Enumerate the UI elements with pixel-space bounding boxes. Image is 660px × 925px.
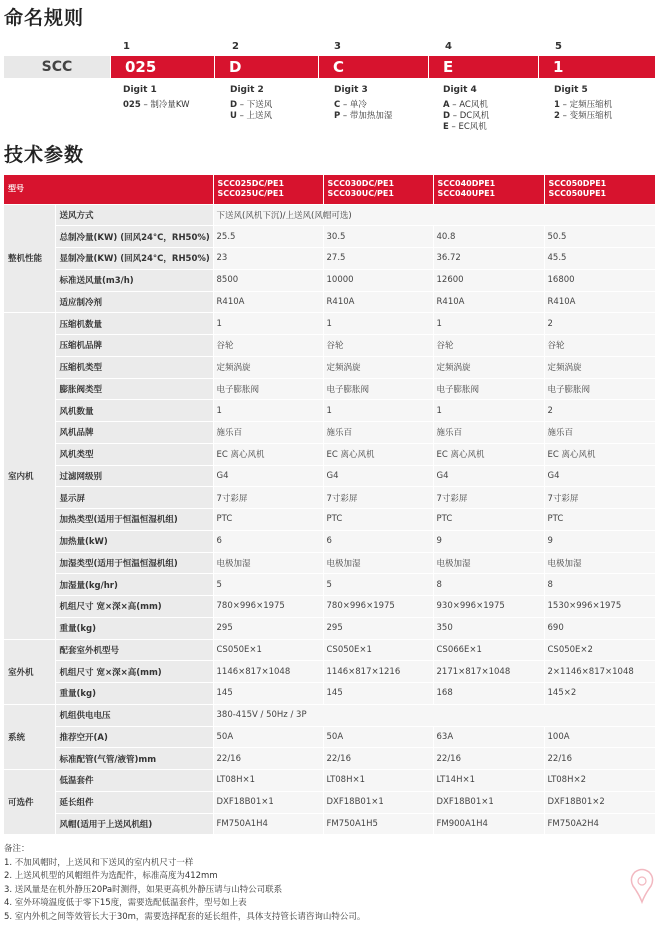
spec-value: 1 — [433, 313, 544, 335]
spec-value: 780×996×1975 — [323, 596, 433, 618]
note-item: 4. 室外环境温度低于零下15度，需要选配低温套件，型号如上表 — [4, 898, 247, 909]
spec-row — [4, 748, 655, 770]
spec-value: 145×2 — [544, 683, 655, 705]
spec-row — [4, 530, 655, 552]
spec-value: 7寸彩屏 — [323, 487, 433, 509]
spec-value: 施乐百 — [323, 422, 433, 444]
spec-row-label: 压缩机数量 — [55, 313, 213, 335]
spec-row — [4, 204, 655, 226]
specs-title: 技术参数 — [4, 144, 85, 166]
note-item: 1. 不加风帽时，上送风和下送风的室内机尺寸一样 — [4, 857, 194, 868]
digit-desc-text: – 变频压缩机 — [559, 111, 613, 121]
spec-value: 2 — [544, 400, 655, 422]
spec-value: LT14H×1 — [433, 770, 544, 792]
digit-desc-code: P — [334, 111, 341, 121]
spec-value: LT08H×1 — [323, 770, 433, 792]
spec-value: DXF18B01×1 — [213, 791, 323, 813]
spec-value-merged: 380-415V / 50Hz / 3P — [213, 704, 655, 726]
spec-value: 5 — [323, 574, 433, 596]
spec-row — [4, 248, 655, 270]
spec-row-label: 加热量(kW) — [55, 530, 213, 552]
spec-value: 22/16 — [544, 748, 655, 770]
spec-value: 2 — [544, 313, 655, 335]
spec-value: 1 — [323, 400, 433, 422]
spec-value: 施乐百 — [544, 422, 655, 444]
spec-group-label: 室内机 — [4, 313, 55, 639]
model-name: SCC050DPE1 — [548, 179, 607, 189]
digit-desc-title: Digit 4 — [443, 85, 477, 95]
spec-row-label: 显制冷量(KW) (回风24°C，RH50%) — [55, 248, 213, 270]
spec-value: 25.5 — [213, 226, 323, 248]
digit-desc-text: – 上送风 — [236, 111, 273, 121]
spec-group-label: 室外机 — [4, 639, 55, 704]
spec-value: EC 离心风机 — [544, 443, 655, 465]
model-name: SCC030DC/PE1 — [327, 179, 395, 189]
spec-row-label: 送风方式 — [55, 204, 213, 226]
spec-value: 27.5 — [323, 248, 433, 270]
spec-row — [4, 813, 655, 835]
naming-segment-5: 1 — [538, 56, 655, 78]
spec-row-label: 适应制冷剂 — [55, 291, 213, 313]
digit-desc-code: 2 — [554, 111, 560, 121]
spec-row-label: 显示屏 — [55, 487, 213, 509]
model-name: SCC025DC/PE1 — [217, 179, 285, 189]
spec-row — [4, 617, 655, 639]
spec-value: FM900A1H4 — [433, 813, 544, 835]
spec-row-label: 重量(kg) — [55, 617, 213, 639]
digit-desc-code: 025 — [123, 100, 141, 110]
spec-value: 1 — [323, 313, 433, 335]
spec-row — [4, 509, 655, 531]
spec-value: PTC — [433, 509, 544, 531]
spec-value: DXF18B01×1 — [323, 791, 433, 813]
spec-row-label: 压缩机品牌 — [55, 335, 213, 357]
digit-desc-3 — [334, 85, 392, 122]
spec-value: 谷轮 — [433, 335, 544, 357]
spec-row — [4, 291, 655, 313]
spec-value: G4 — [433, 465, 544, 487]
spec-value: 7寸彩屏 — [544, 487, 655, 509]
spec-value: 1 — [433, 400, 544, 422]
spec-value: R410A — [323, 291, 433, 313]
note-item: 5. 室内外机之间等效管长大于30m，需要选择配套的延长组件，具体支持管长请咨询山特公司。 — [4, 911, 366, 922]
spec-value: 1 — [213, 313, 323, 335]
spec-value: 23 — [213, 248, 323, 270]
spec-value-merged: 下送风(风机下沉)/上送风(风帽可选) — [213, 204, 655, 226]
digit-number-1: 1 — [123, 41, 130, 52]
naming-segment-2: D — [214, 56, 318, 78]
spec-value: 36.72 — [433, 248, 544, 270]
digit-number-2: 2 — [232, 41, 239, 52]
spec-row — [4, 226, 655, 248]
digit-desc-code: E — [443, 122, 449, 132]
naming-title: 命名规则 — [4, 7, 85, 29]
spec-row-label: 膨胀阀类型 — [55, 378, 213, 400]
spec-value: 12600 — [433, 269, 544, 291]
spec-row-label: 延长组件 — [55, 791, 213, 813]
spec-value: 电极加湿 — [544, 552, 655, 574]
spec-row — [4, 378, 655, 400]
spec-value: 9 — [544, 530, 655, 552]
spec-value: 6 — [213, 530, 323, 552]
spec-row-label: 风机数量 — [55, 400, 213, 422]
digit-desc-text: – 下送风 — [237, 100, 273, 110]
spec-value: PTC — [323, 509, 433, 531]
spec-value: DXF18B01×2 — [544, 791, 655, 813]
spec-value: 定频涡旋 — [433, 356, 544, 378]
spec-value: 1146×817×1216 — [323, 661, 433, 683]
digit-desc-text: – DC风机 — [450, 111, 490, 121]
model-name: SCC030UC/PE1 — [327, 189, 394, 199]
spec-header-model — [433, 175, 544, 204]
spec-value: 145 — [323, 683, 433, 705]
spec-row — [4, 422, 655, 444]
spec-value: 电子膨胀阀 — [433, 378, 544, 400]
digit-number-5: 5 — [555, 41, 562, 52]
spec-row — [4, 269, 655, 291]
digit-desc-code: D — [443, 111, 451, 121]
spec-row-label: 总制冷量(KW) (回风24°C，RH50%) — [55, 226, 213, 248]
spec-header-model — [544, 175, 655, 204]
spec-value: EC 离心风机 — [323, 443, 433, 465]
digit-desc-code: A — [443, 100, 450, 110]
naming-segment-1: 025 — [110, 56, 214, 78]
spec-value: LT08H×1 — [213, 770, 323, 792]
spec-value: 电子膨胀阀 — [544, 378, 655, 400]
spec-value: PTC — [544, 509, 655, 531]
spec-value: 10000 — [323, 269, 433, 291]
spec-row — [4, 356, 655, 378]
spec-value: G4 — [213, 465, 323, 487]
spec-header-label: 型号 — [4, 175, 213, 204]
spec-row-label: 风帽(适用于上送风机组) — [55, 813, 213, 835]
spec-value: 定频涡旋 — [544, 356, 655, 378]
spec-value: 电极加湿 — [433, 552, 544, 574]
spec-value: 22/16 — [433, 748, 544, 770]
spec-row-label: 重量(kg) — [55, 683, 213, 705]
digit-desc-code: U — [230, 111, 237, 121]
spec-value: 电子膨胀阀 — [323, 378, 433, 400]
spec-value: FM750A1H4 — [213, 813, 323, 835]
spec-row — [4, 770, 655, 792]
spec-row-label: 推荐空开(A) — [55, 726, 213, 748]
spec-row — [4, 574, 655, 596]
spec-value: LT08H×2 — [544, 770, 655, 792]
spec-value: R410A — [433, 291, 544, 313]
naming-segment-3: C — [318, 56, 428, 78]
spec-value: 8500 — [213, 269, 323, 291]
spec-value: 690 — [544, 617, 655, 639]
spec-value: 谷轮 — [213, 335, 323, 357]
spec-value: 22/16 — [213, 748, 323, 770]
spec-value: 7寸彩屏 — [433, 487, 544, 509]
digit-desc-1 — [123, 85, 190, 111]
spec-value: 100A — [544, 726, 655, 748]
digit-desc-code: C — [334, 100, 341, 110]
digit-number-4: 4 — [445, 41, 452, 52]
spec-value: 168 — [433, 683, 544, 705]
spec-value: CS066E×1 — [433, 639, 544, 661]
spec-value: 50A — [323, 726, 433, 748]
spec-value: 145 — [213, 683, 323, 705]
spec-row — [4, 661, 655, 683]
note-item: 3. 送风量是在机外静压20Pa时测得，如果更高机外静压请与山特公司联系 — [4, 884, 283, 895]
spec-value: 7寸彩屏 — [213, 487, 323, 509]
spec-value: 5 — [213, 574, 323, 596]
spec-value: 30.5 — [323, 226, 433, 248]
spec-value: 谷轮 — [323, 335, 433, 357]
digit-desc-title: Digit 5 — [554, 85, 588, 95]
spec-value: 63A — [433, 726, 544, 748]
spec-row-label: 配套室外机型号 — [55, 639, 213, 661]
spec-row — [4, 400, 655, 422]
spec-row-label: 机组尺寸 宽×深×高(mm) — [55, 596, 213, 618]
spec-row-label: 压缩机类型 — [55, 356, 213, 378]
spec-row-label: 机组供电电压 — [55, 704, 213, 726]
spec-value: 施乐百 — [213, 422, 323, 444]
spec-value: 2×1146×817×1048 — [544, 661, 655, 683]
spec-value: 40.8 — [433, 226, 544, 248]
spec-row — [4, 443, 655, 465]
model-name: SCC025UC/PE1 — [217, 189, 284, 199]
spec-row-label: 标准送风量(m3/h) — [55, 269, 213, 291]
brand-watermark-icon — [625, 868, 659, 906]
spec-row-label: 低温套件 — [55, 770, 213, 792]
notes — [4, 843, 365, 925]
spec-value: G4 — [544, 465, 655, 487]
digit-desc-code: D — [230, 100, 238, 110]
digit-desc-text: – EC风机 — [448, 122, 487, 132]
spec-row — [4, 726, 655, 748]
spec-group-label: 系统 — [4, 704, 55, 769]
digit-desc-2 — [230, 85, 272, 122]
spec-row-label: 加热类型(适用于恒温恒湿机组) — [55, 509, 213, 531]
spec-value: R410A — [544, 291, 655, 313]
naming-segment-4: E — [428, 56, 538, 78]
spec-header-row — [4, 175, 655, 204]
spec-row — [4, 639, 655, 661]
digit-desc-title: Digit 2 — [230, 85, 264, 95]
spec-value: DXF18B01×1 — [433, 791, 544, 813]
spec-value: 50.5 — [544, 226, 655, 248]
digit-desc-4 — [443, 85, 489, 133]
spec-value: CS050E×1 — [213, 639, 323, 661]
spec-row-label: 风机类型 — [55, 443, 213, 465]
digit-desc-code: 1 — [554, 100, 560, 110]
digit-desc-title: Digit 3 — [334, 85, 368, 95]
digit-desc-title: Digit 1 — [123, 85, 157, 95]
digit-desc-text: – 制冷量KW — [140, 100, 190, 110]
spec-value: 780×996×1975 — [213, 596, 323, 618]
spec-table — [4, 175, 656, 835]
spec-value: 350 — [433, 617, 544, 639]
spec-value: 9 — [433, 530, 544, 552]
model-name: SCC050UPE1 — [548, 189, 607, 199]
digit-desc-text: – AC风机 — [449, 100, 488, 110]
spec-value: 电子膨胀阀 — [213, 378, 323, 400]
spec-value: 电极加湿 — [323, 552, 433, 574]
spec-row-label: 风机品牌 — [55, 422, 213, 444]
spec-row — [4, 791, 655, 813]
spec-row — [4, 683, 655, 705]
spec-value: EC 离心风机 — [433, 443, 544, 465]
spec-value: 8 — [544, 574, 655, 596]
spec-value: 295 — [323, 617, 433, 639]
note-item: 2. 上送风机型的风帽组件为选配件，标准高度为412mm — [4, 871, 218, 882]
spec-value: 1530×996×1975 — [544, 596, 655, 618]
digit-numbers — [0, 41, 660, 55]
spec-value: CS050E×2 — [544, 639, 655, 661]
spec-row-label: 标准配管(气管/液管)mm — [55, 748, 213, 770]
spec-row — [4, 552, 655, 574]
spec-value: R410A — [213, 291, 323, 313]
digit-desc-text: – 定频压缩机 — [559, 100, 613, 110]
spec-value: 930×996×1975 — [433, 596, 544, 618]
spec-value: FM750A2H4 — [544, 813, 655, 835]
spec-value: 1 — [213, 400, 323, 422]
spec-row — [4, 465, 655, 487]
spec-row — [4, 313, 655, 335]
naming-code-bar — [4, 56, 655, 78]
spec-group-label: 整机性能 — [4, 204, 55, 313]
spec-row — [4, 596, 655, 618]
spec-row-label: 加湿量(kg/hr) — [55, 574, 213, 596]
spec-row-label: 过滤网级别 — [55, 465, 213, 487]
spec-row — [4, 487, 655, 509]
spec-value: 施乐百 — [433, 422, 544, 444]
spec-header-model — [323, 175, 433, 204]
spec-value: 电极加湿 — [213, 552, 323, 574]
spec-value: FM750A1H5 — [323, 813, 433, 835]
model-name: SCC040UPE1 — [437, 189, 496, 199]
spec-value: 295 — [213, 617, 323, 639]
spec-header-model — [213, 175, 323, 204]
spec-row — [4, 704, 655, 726]
spec-value: 定频涡旋 — [323, 356, 433, 378]
spec-value: 2171×817×1048 — [433, 661, 544, 683]
spec-row-label: 加湿类型(适用于恒温恒湿机组) — [55, 552, 213, 574]
spec-group-label: 可选件 — [4, 770, 55, 835]
digit-desc-5 — [554, 85, 612, 122]
spec-value: 谷轮 — [544, 335, 655, 357]
digit-desc-text: – 带加热加湿 — [340, 111, 393, 121]
spec-row — [4, 335, 655, 357]
spec-row-label: 机组尺寸 宽×深×高(mm) — [55, 661, 213, 683]
spec-value: 8 — [433, 574, 544, 596]
spec-value: G4 — [323, 465, 433, 487]
spec-value: 6 — [323, 530, 433, 552]
spec-value: 50A — [213, 726, 323, 748]
spec-value: 1146×817×1048 — [213, 661, 323, 683]
spec-value: 定频涡旋 — [213, 356, 323, 378]
spec-value: 45.5 — [544, 248, 655, 270]
digit-desc-text: – 单冷 — [340, 100, 367, 110]
digit-number-3: 3 — [334, 41, 341, 52]
spec-value: 22/16 — [323, 748, 433, 770]
model-name: SCC040DPE1 — [437, 179, 496, 189]
spec-value: CS050E×1 — [323, 639, 433, 661]
notes-title: 备注： — [4, 844, 30, 854]
spec-value: 16800 — [544, 269, 655, 291]
spec-value: PTC — [213, 509, 323, 531]
spec-value: EC 离心风机 — [213, 443, 323, 465]
naming-prefix: SCC — [4, 56, 110, 78]
